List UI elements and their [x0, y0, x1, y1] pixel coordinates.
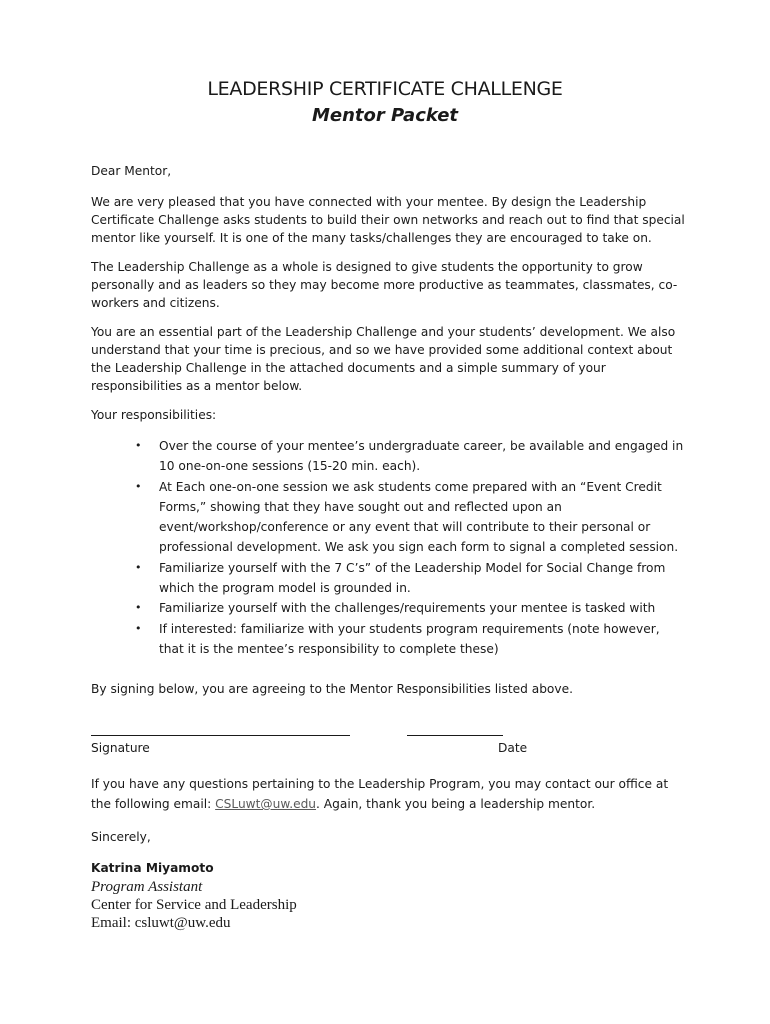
context-paragraph: You are an essential part of the Leadership Challenge and your students’ development. We also understand that your time is precious, and so we have provided some additional context about the Leadership Challenge in the attached documents and a simple summary of your responsibilities as a mentor below.	[91, 325, 676, 393]
list-item-text: Familiarize yourself with the 7 C’s” of the Leadership Model for Social Change from which the program model is grounded in.	[159, 560, 666, 596]
page-subtitle: Mentor Packet	[311, 105, 459, 126]
questions-paragraph	[91, 774, 685, 814]
list-item-text: Familiarize yourself with the challenges/requirements your mentee is tasked with	[159, 601, 656, 616]
intro-paragraph: We are very pleased that you have connected with your mentee. By design the Leadership Certificate Challenge asks students to build their own networks and reach out to find that special mentor like yourself. It is one of the many tasks/challenges they are encouraged to take on.	[91, 195, 685, 245]
purpose-paragraph: The Leadership Challenge as a whole is designed to give students the opportunity to grow personally and as leaders so they may become more productive as teammates, classmates, co-workers and citizens.	[91, 260, 678, 310]
signature-line[interactable]	[91, 735, 350, 736]
bullet-icon: •	[135, 621, 142, 635]
list-item-text: If interested: familiarize with your students program requirements (note however, that it is the mentee’s responsibility to complete these)	[159, 621, 660, 656]
list-item	[135, 558, 685, 599]
list-item	[135, 436, 685, 477]
list-item	[135, 598, 685, 618]
closing: Sincerely,	[91, 830, 151, 844]
list-item-text: At Each one-on-one session we ask students come prepared with an “Event Credit Forms,” showing that they have sought out and reflected upon an event/workshop/conference or any event that will contribute to their personal or professional development. We ask you sign each form to signal a completed session.	[159, 479, 679, 555]
date-label: Date	[498, 741, 528, 755]
responsibilities-heading: Your responsibilities:	[91, 408, 217, 422]
agreement-text: By signing below, you are agreeing to the Mentor Responsibilities listed above.	[91, 682, 573, 696]
signature-label: Signature	[91, 741, 150, 755]
responsibilities-list	[135, 436, 685, 659]
list-item	[135, 477, 685, 558]
bullet-icon: •	[135, 479, 142, 493]
bullet-icon: •	[135, 439, 142, 452]
contact-email-link[interactable]: CSLuwt@uw.edu	[215, 797, 317, 811]
list-item	[135, 619, 685, 660]
questions-text-after: . Again, thank you being a leadership mentor.	[316, 797, 596, 811]
bullet-icon: •	[135, 560, 142, 574]
signer-name: Katrina Miyamoto	[91, 861, 214, 875]
list-item-text: Over the course of your mentee’s undergraduate career, be available and engaged in 10 one-on-one sessions (15-20 min. each).	[159, 439, 684, 474]
signer-email: Email: csluwt@uw.edu	[91, 915, 231, 931]
bullet-icon: •	[135, 601, 142, 615]
page-title: LEADERSHIP CERTIFICATE CHALLENGE	[207, 78, 563, 100]
date-line[interactable]	[407, 735, 503, 736]
greeting: Dear Mentor,	[91, 164, 172, 178]
signer-role: Program Assistant	[91, 879, 203, 895]
questions-text-before: If you have any questions pertaining to the Leadership Program, you may contact our office at the following email:	[91, 777, 669, 811]
signer-organization: Center for Service and Leadership	[91, 897, 297, 913]
